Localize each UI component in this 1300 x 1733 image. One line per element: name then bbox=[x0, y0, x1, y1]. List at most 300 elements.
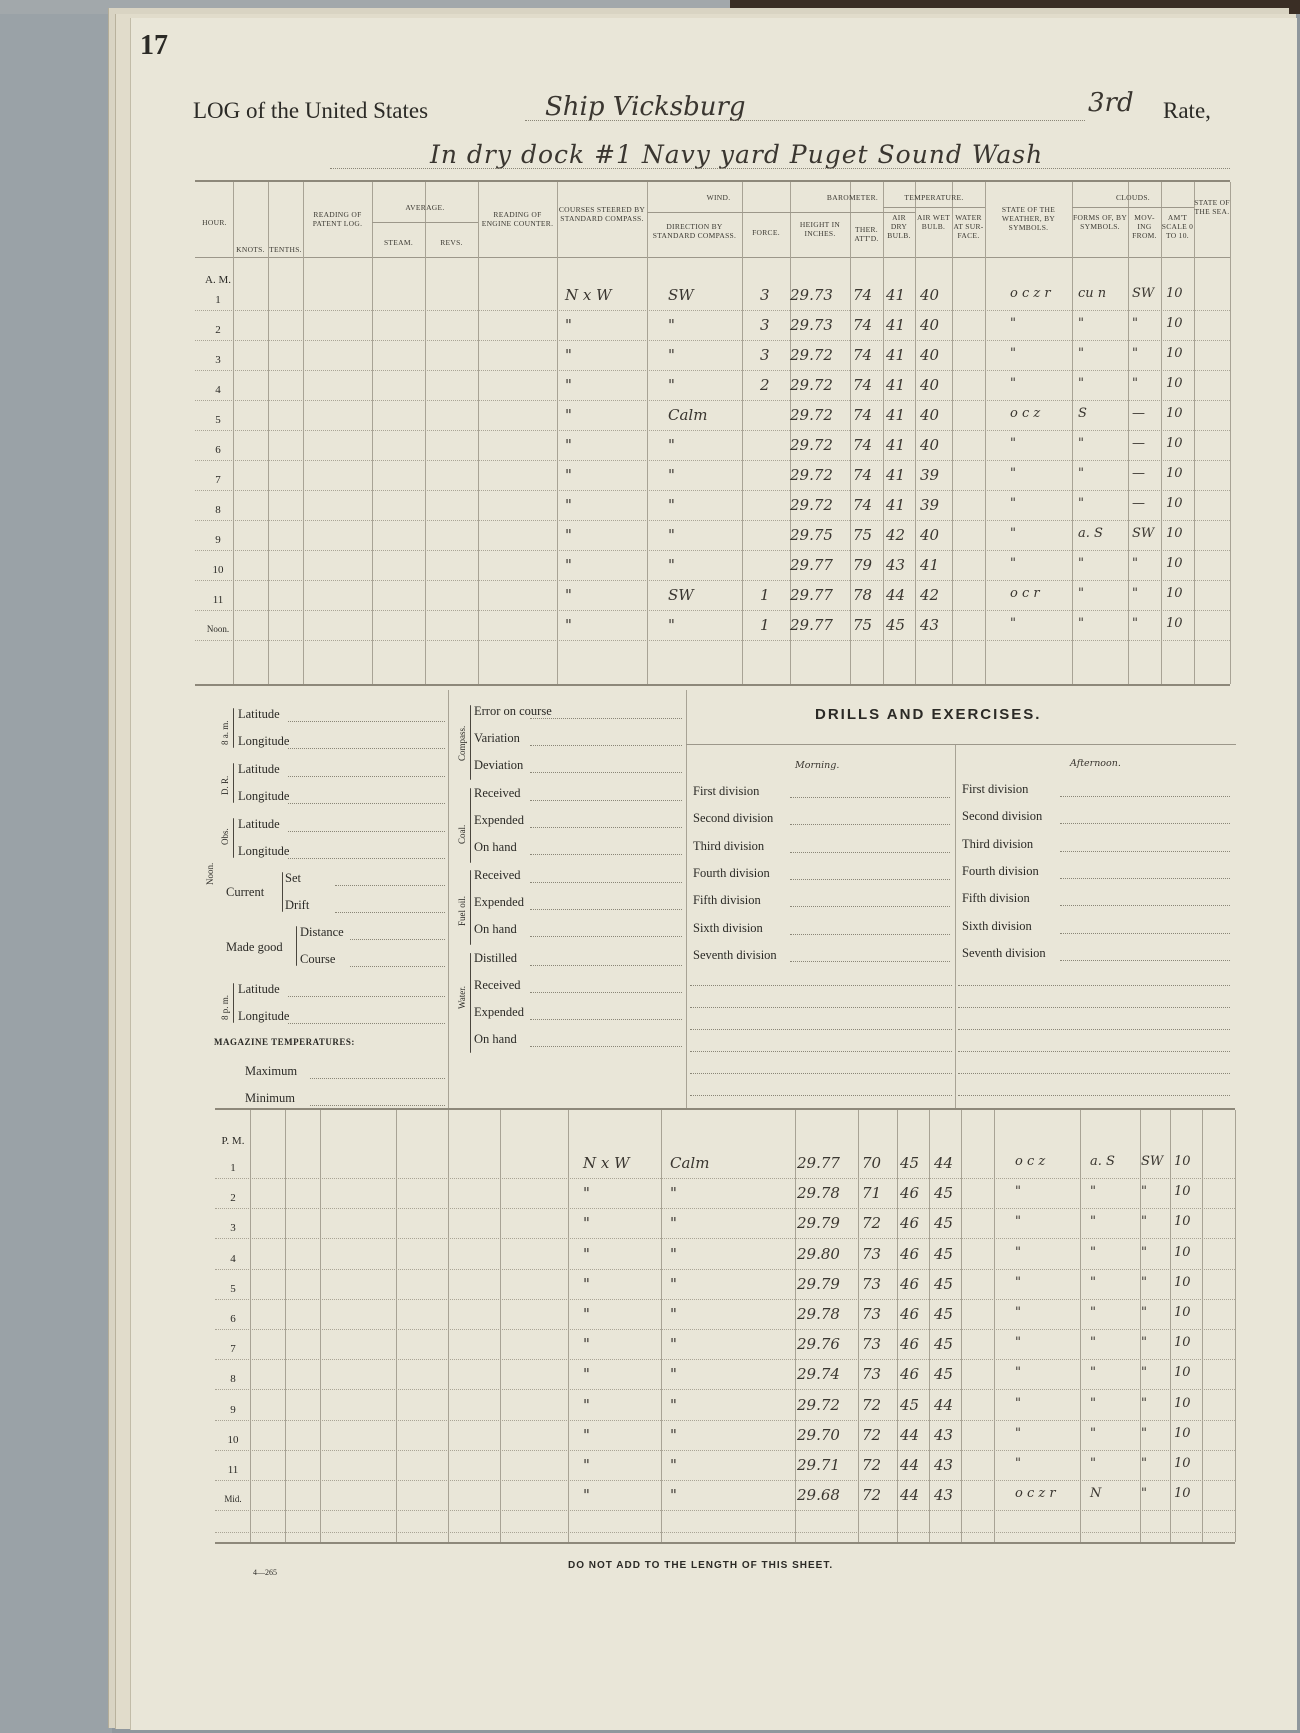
compass-line bbox=[530, 992, 682, 993]
cell-amount: 10 bbox=[1174, 1456, 1191, 1471]
column-line bbox=[285, 1110, 286, 1542]
cell-direction: " bbox=[670, 1244, 677, 1263]
cell-moving: " bbox=[1132, 376, 1138, 391]
morning-label: Morning. bbox=[795, 760, 840, 771]
cell-forms: N bbox=[1090, 1486, 1102, 1502]
cell-course: " bbox=[565, 496, 572, 514]
cell-ther: 73 bbox=[862, 1335, 882, 1354]
division-line bbox=[790, 879, 950, 880]
cell-weather: " bbox=[1015, 1456, 1021, 1471]
cell-direction: " bbox=[670, 1335, 677, 1354]
position-latitude: Latitude bbox=[238, 762, 280, 776]
cell-dry: 41 bbox=[886, 436, 906, 454]
cell-direction: " bbox=[670, 1305, 677, 1323]
cell-weather: " bbox=[1015, 1244, 1021, 1260]
cell-wet: 45 bbox=[934, 1335, 954, 1354]
column-line bbox=[568, 1110, 569, 1542]
rate-label: Rate, bbox=[1163, 98, 1211, 123]
hour-label: 6 bbox=[230, 1313, 236, 1325]
column-line bbox=[478, 182, 479, 684]
cell-direction: SW bbox=[668, 586, 694, 604]
cell-wet: 45 bbox=[934, 1274, 954, 1293]
cell-height: 29.79 bbox=[797, 1214, 840, 1233]
cell-ther: 73 bbox=[862, 1244, 882, 1263]
morning-division: Third division bbox=[693, 838, 765, 853]
cell-amount: 10 bbox=[1166, 466, 1183, 481]
cell-dry: 45 bbox=[900, 1154, 920, 1172]
cell-wet: 40 bbox=[920, 526, 940, 544]
column-line bbox=[915, 182, 916, 684]
cell-height: 29.72 bbox=[790, 376, 833, 394]
cell-direction: " bbox=[668, 496, 675, 514]
compass-line bbox=[530, 718, 682, 719]
pm-abbr: 8 p. m. bbox=[220, 994, 230, 1020]
cell-wet: 40 bbox=[920, 346, 940, 364]
blank-line bbox=[690, 985, 952, 986]
ship-rate: 3rd bbox=[1088, 88, 1134, 118]
compass-expended: Expended bbox=[474, 895, 524, 909]
cell-forms: " bbox=[1090, 1214, 1096, 1230]
cell-moving: " bbox=[1141, 1244, 1147, 1260]
afternoon-label: Afternoon. bbox=[1070, 758, 1121, 769]
column-line bbox=[448, 1110, 449, 1542]
brace bbox=[233, 708, 234, 748]
position-line bbox=[335, 885, 445, 886]
header-courses: COURSES STEERED BY STANDARD COMPASS. bbox=[558, 205, 646, 223]
hour-label: 4 bbox=[215, 384, 221, 396]
header-revs: REVS. bbox=[440, 238, 463, 247]
hour-label: 8 bbox=[215, 504, 221, 516]
cell-wet: 45 bbox=[934, 1184, 954, 1203]
cell-force: 1 bbox=[760, 616, 770, 634]
cell-forms: a. S bbox=[1090, 1154, 1115, 1169]
blank-line bbox=[958, 1029, 1230, 1030]
cell-forms: " bbox=[1090, 1274, 1096, 1290]
location-line bbox=[330, 168, 1230, 169]
cell-ther: 72 bbox=[862, 1425, 882, 1444]
cell-force: 3 bbox=[760, 346, 770, 364]
header-forms: FORMS OF, BY SYMBOLS. bbox=[1072, 213, 1128, 231]
header-engine-counter: READING OF ENGINE COUNTER. bbox=[481, 210, 554, 228]
blank-line bbox=[690, 1007, 952, 1008]
division-line bbox=[1060, 878, 1230, 879]
cell-direction: " bbox=[670, 1365, 677, 1384]
cell-amount: 10 bbox=[1174, 1486, 1191, 1502]
cell-weather: " bbox=[1015, 1214, 1021, 1230]
cell-course: " bbox=[565, 556, 572, 574]
hour-label: 1 bbox=[230, 1162, 236, 1174]
header-clouds: CLOUDS. bbox=[1116, 193, 1150, 202]
position-latitude: Latitude bbox=[238, 982, 280, 996]
cell-wet: 43 bbox=[934, 1425, 954, 1444]
cell-force: 2 bbox=[760, 376, 770, 394]
column-line bbox=[929, 1110, 930, 1542]
cell-moving: — bbox=[1132, 496, 1145, 511]
position-distance: Distance bbox=[300, 925, 344, 939]
hour-label: 8 bbox=[230, 1373, 236, 1386]
position-line bbox=[288, 858, 445, 859]
column-line bbox=[1202, 1110, 1203, 1542]
header-air-wet: AIR WET BULB. bbox=[917, 213, 950, 231]
cell-wet: 40 bbox=[920, 376, 940, 394]
column-line bbox=[994, 1110, 995, 1542]
cell-height: 29.73 bbox=[790, 286, 833, 304]
cell-weather: o c z r bbox=[1015, 1486, 1056, 1502]
compass-expended: Expended bbox=[474, 1005, 524, 1019]
row-rule bbox=[215, 1510, 1235, 1511]
cell-weather: " bbox=[1015, 1395, 1021, 1411]
compass-received: Received bbox=[474, 786, 521, 800]
hour-label: 10 bbox=[227, 1433, 239, 1446]
cell-direction: " bbox=[670, 1184, 677, 1203]
cell-weather: " bbox=[1010, 526, 1016, 541]
cell-course: N x W bbox=[565, 286, 612, 304]
cell-forms: " bbox=[1090, 1425, 1096, 1441]
column-line bbox=[1194, 182, 1195, 684]
cell-ther: 74 bbox=[853, 346, 873, 364]
column-line bbox=[1140, 1110, 1141, 1542]
location-text: In dry dock #1 Navy yard Puget Sound Wash bbox=[430, 140, 1044, 169]
cell-amount: 10 bbox=[1166, 376, 1183, 391]
cell-direction: " bbox=[670, 1395, 677, 1414]
cell-moving: " bbox=[1141, 1305, 1147, 1320]
hour-label: 6 bbox=[215, 444, 221, 456]
column-line bbox=[1235, 1110, 1236, 1542]
cell-amount: 10 bbox=[1166, 406, 1183, 421]
column-line bbox=[952, 182, 953, 684]
cell-ther: 79 bbox=[853, 556, 873, 574]
current-label: Current bbox=[226, 885, 265, 899]
hour-label: 11 bbox=[227, 1464, 239, 1476]
column-line bbox=[1161, 182, 1162, 684]
pm-label: P. M. bbox=[221, 1135, 245, 1147]
division-line bbox=[1060, 933, 1230, 934]
cell-course: " bbox=[565, 376, 572, 394]
cell-weather: o c z bbox=[1010, 406, 1041, 421]
cell-amount: 10 bbox=[1166, 526, 1183, 541]
cell-weather: " bbox=[1010, 316, 1016, 331]
cell-forms: " bbox=[1090, 1305, 1096, 1320]
hour-label: 3 bbox=[215, 354, 221, 366]
compass-line bbox=[530, 854, 682, 855]
column-line bbox=[647, 182, 648, 684]
column-line bbox=[1072, 182, 1073, 684]
wind-sub-rule bbox=[647, 212, 805, 213]
mid-divider-2 bbox=[686, 690, 687, 1110]
cell-moving: " bbox=[1141, 1184, 1147, 1200]
row-rule bbox=[215, 1359, 1235, 1360]
hour-label: 10 bbox=[212, 564, 224, 576]
position-line bbox=[288, 996, 445, 997]
morning-division: Sixth division bbox=[693, 920, 763, 935]
position-line bbox=[288, 1023, 445, 1024]
cell-amount: 10 bbox=[1166, 586, 1183, 601]
cell-ther: 74 bbox=[853, 436, 873, 454]
cell-forms: a. S bbox=[1078, 526, 1103, 541]
row-rule bbox=[195, 400, 1230, 401]
cell-course: " bbox=[565, 436, 572, 454]
cell-dry: 46 bbox=[900, 1305, 920, 1323]
brace bbox=[282, 872, 283, 912]
afternoon-division: Seventh division bbox=[962, 945, 1046, 960]
cell-amount: 10 bbox=[1174, 1365, 1191, 1381]
cell-ther: 75 bbox=[853, 526, 873, 544]
cell-forms: " bbox=[1078, 316, 1084, 331]
hour-label: 4 bbox=[230, 1252, 236, 1265]
header-force: FORCE. bbox=[752, 228, 780, 237]
cell-height: 29.75 bbox=[790, 526, 833, 544]
group-label: Compass. bbox=[457, 725, 467, 761]
brace bbox=[233, 983, 234, 1023]
header-steam: STEAM. bbox=[383, 238, 414, 247]
cell-dry: 41 bbox=[886, 316, 906, 334]
column-line bbox=[1128, 182, 1129, 684]
cell-dry: 46 bbox=[900, 1274, 920, 1293]
cell-moving: — bbox=[1132, 406, 1145, 421]
brace bbox=[470, 953, 471, 1053]
column-line bbox=[985, 182, 986, 684]
row-rule bbox=[195, 490, 1230, 491]
cell-moving: " bbox=[1141, 1486, 1147, 1502]
header-air-dry: AIR DRY BULB. bbox=[887, 213, 911, 240]
cell-direction: " bbox=[670, 1214, 677, 1233]
cell-wet: 45 bbox=[934, 1365, 954, 1384]
cell-moving: " bbox=[1141, 1395, 1147, 1411]
cell-wet: 44 bbox=[934, 1154, 954, 1172]
morning-division: Seventh division bbox=[693, 947, 777, 962]
minimum-line bbox=[310, 1105, 445, 1106]
column-line bbox=[850, 182, 851, 684]
column-line bbox=[303, 182, 304, 684]
cell-direction: " bbox=[670, 1456, 677, 1474]
column-line bbox=[790, 182, 791, 684]
division-line bbox=[790, 852, 950, 853]
dr-label: D. R. bbox=[220, 775, 230, 795]
morning-division: Fifth division bbox=[693, 893, 761, 908]
cell-moving: — bbox=[1132, 466, 1145, 481]
cell-course: " bbox=[583, 1456, 590, 1474]
compass-distilled: Distilled bbox=[474, 951, 518, 965]
position-longitude: Longitude bbox=[238, 789, 290, 803]
cell-dry: 44 bbox=[900, 1425, 920, 1444]
cell-weather: " bbox=[1015, 1425, 1021, 1441]
cell-wet: 43 bbox=[934, 1486, 954, 1505]
cell-course: " bbox=[565, 346, 572, 364]
temperature-sub-rule bbox=[883, 207, 985, 208]
cell-dry: 45 bbox=[900, 1395, 920, 1414]
position-line bbox=[288, 831, 445, 832]
cell-direction: " bbox=[668, 526, 675, 544]
cell-height: 29.77 bbox=[790, 586, 833, 604]
afternoon-division: Sixth division bbox=[962, 918, 1032, 933]
column-line bbox=[1170, 1110, 1171, 1542]
division-line bbox=[790, 824, 950, 825]
cell-dry: 44 bbox=[900, 1456, 920, 1474]
column-line bbox=[320, 1110, 321, 1542]
cell-dry: 45 bbox=[886, 616, 906, 634]
cell-wet: 39 bbox=[920, 466, 940, 484]
cell-weather: " bbox=[1010, 556, 1016, 571]
cell-amount: 10 bbox=[1166, 436, 1183, 451]
cell-course: " bbox=[583, 1365, 590, 1384]
ship-name-line bbox=[525, 120, 1085, 121]
cell-height: 29.80 bbox=[797, 1244, 840, 1263]
cell-forms: " bbox=[1090, 1335, 1096, 1351]
cell-forms: " bbox=[1078, 496, 1084, 511]
pm-table-top-rule bbox=[215, 1108, 1235, 1110]
brace bbox=[470, 705, 471, 780]
cell-weather: o c r bbox=[1010, 586, 1040, 601]
blank-line bbox=[690, 1073, 952, 1074]
division-line bbox=[790, 906, 950, 907]
column-line bbox=[858, 1110, 859, 1542]
cell-ther: 73 bbox=[862, 1305, 882, 1323]
compass-line bbox=[530, 1019, 682, 1020]
cell-weather: " bbox=[1015, 1335, 1021, 1351]
cell-direction: " bbox=[668, 436, 675, 454]
row-rule bbox=[215, 1329, 1235, 1330]
header-ther: THER. ATT'D. bbox=[854, 225, 879, 243]
compass-on-hand: On hand bbox=[474, 922, 517, 936]
cell-ther: 72 bbox=[862, 1395, 882, 1414]
column-line bbox=[883, 182, 884, 684]
cell-wet: 40 bbox=[920, 436, 940, 454]
cell-weather: " bbox=[1015, 1305, 1021, 1320]
cell-weather: " bbox=[1010, 496, 1016, 511]
cell-height: 29.78 bbox=[797, 1184, 840, 1203]
hour-label: 9 bbox=[230, 1403, 236, 1416]
header-moving: MOV-ING FROM. bbox=[1132, 213, 1157, 240]
division-line bbox=[790, 797, 950, 798]
compass-line bbox=[530, 772, 682, 773]
cell-height: 29.76 bbox=[797, 1335, 840, 1354]
header-knots: KNOTS. bbox=[236, 245, 265, 254]
cell-ther: 72 bbox=[862, 1214, 882, 1233]
row-rule bbox=[215, 1299, 1235, 1300]
cell-height: 29.77 bbox=[790, 616, 833, 634]
cell-amount: 10 bbox=[1166, 316, 1183, 331]
ship-name: Ship Vicksburg bbox=[545, 92, 746, 122]
row-rule bbox=[215, 1269, 1235, 1270]
cell-course: " bbox=[583, 1395, 590, 1414]
cell-wet: 45 bbox=[934, 1214, 954, 1233]
header-average: AVERAGE. bbox=[405, 203, 445, 212]
compass-line bbox=[530, 1046, 682, 1047]
cell-force: 1 bbox=[760, 586, 770, 604]
hour-label: Noon. bbox=[206, 624, 230, 634]
column-line bbox=[372, 182, 373, 684]
average-sub-rule bbox=[372, 222, 478, 223]
cell-wet: 45 bbox=[934, 1244, 954, 1263]
maximum-line bbox=[310, 1078, 445, 1079]
cell-forms: " bbox=[1090, 1184, 1096, 1200]
cell-course: N x W bbox=[583, 1154, 630, 1172]
column-line bbox=[1230, 182, 1231, 684]
cell-ther: 73 bbox=[862, 1365, 882, 1384]
cell-dry: 41 bbox=[886, 376, 906, 394]
blank-line bbox=[958, 985, 1230, 986]
cell-amount: 10 bbox=[1174, 1305, 1191, 1320]
brace bbox=[470, 870, 471, 945]
cell-amount: 10 bbox=[1166, 616, 1183, 631]
cell-forms: cu n bbox=[1078, 286, 1107, 301]
hour-label: 3 bbox=[230, 1222, 236, 1235]
position-set: Set bbox=[285, 871, 301, 885]
position-longitude: Longitude bbox=[238, 844, 290, 858]
cell-direction: " bbox=[668, 346, 675, 364]
cell-dry: 44 bbox=[900, 1486, 920, 1505]
group-water-label: Water. bbox=[457, 985, 467, 1009]
position-line bbox=[288, 721, 445, 722]
morning-division: First division bbox=[693, 784, 760, 798]
row-rule bbox=[195, 340, 1230, 341]
cell-ther: 74 bbox=[853, 496, 873, 514]
cell-dry: 46 bbox=[900, 1365, 920, 1384]
clouds-sub-rule bbox=[1072, 207, 1194, 208]
cell-amount: 10 bbox=[1166, 346, 1183, 361]
cell-forms: " bbox=[1078, 346, 1084, 361]
row-rule bbox=[195, 430, 1230, 431]
cell-moving: SW bbox=[1141, 1154, 1164, 1169]
hour-label: 2 bbox=[230, 1192, 236, 1205]
cell-weather: o c z bbox=[1015, 1154, 1046, 1169]
afternoon-division: Fourth division bbox=[962, 863, 1039, 878]
cell-forms: " bbox=[1090, 1395, 1096, 1411]
cell-weather: " bbox=[1010, 616, 1016, 631]
row-rule bbox=[215, 1420, 1235, 1421]
division-line bbox=[1060, 796, 1230, 797]
cell-dry: 41 bbox=[886, 406, 906, 424]
mid-divider-1 bbox=[448, 690, 449, 1110]
cell-dry: 46 bbox=[900, 1244, 920, 1263]
cell-course: " bbox=[583, 1184, 590, 1203]
cell-height: 29.70 bbox=[797, 1425, 840, 1444]
division-line bbox=[790, 961, 950, 962]
cell-wet: 44 bbox=[934, 1395, 954, 1414]
cell-height: 29.78 bbox=[797, 1305, 840, 1323]
cell-moving: " bbox=[1132, 556, 1138, 571]
cell-height: 29.72 bbox=[797, 1395, 840, 1414]
cell-course: " bbox=[583, 1274, 590, 1293]
compass-deviation: Deviation bbox=[474, 758, 524, 772]
cell-ther: 74 bbox=[853, 406, 873, 424]
cell-height: 29.72 bbox=[790, 346, 833, 364]
cell-forms: " bbox=[1090, 1244, 1096, 1260]
header-hour: HOUR. bbox=[202, 218, 227, 227]
cell-course: " bbox=[583, 1486, 590, 1505]
row-rule bbox=[215, 1178, 1235, 1179]
cell-height: 29.74 bbox=[797, 1365, 840, 1384]
brace bbox=[470, 788, 471, 863]
brace bbox=[296, 926, 297, 966]
noon-label: Noon. bbox=[205, 862, 215, 885]
compass-line bbox=[530, 800, 682, 801]
hour-label: 11 bbox=[212, 594, 224, 606]
am-abbr: 8 a. m. bbox=[220, 720, 230, 745]
cell-weather: " bbox=[1015, 1365, 1021, 1381]
blank-line bbox=[690, 1095, 952, 1096]
cell-amount: 10 bbox=[1174, 1214, 1191, 1230]
cell-moving: " bbox=[1141, 1365, 1147, 1381]
header-water: WATER AT SUR-FACE. bbox=[953, 213, 984, 240]
cell-moving: " bbox=[1141, 1425, 1147, 1441]
compass-expended: Expended bbox=[474, 813, 524, 827]
afternoon-division: Third division bbox=[962, 836, 1034, 851]
cell-dry: 41 bbox=[886, 496, 906, 514]
row-rule bbox=[195, 370, 1230, 371]
compass-line bbox=[530, 936, 682, 937]
division-line bbox=[1060, 905, 1230, 906]
